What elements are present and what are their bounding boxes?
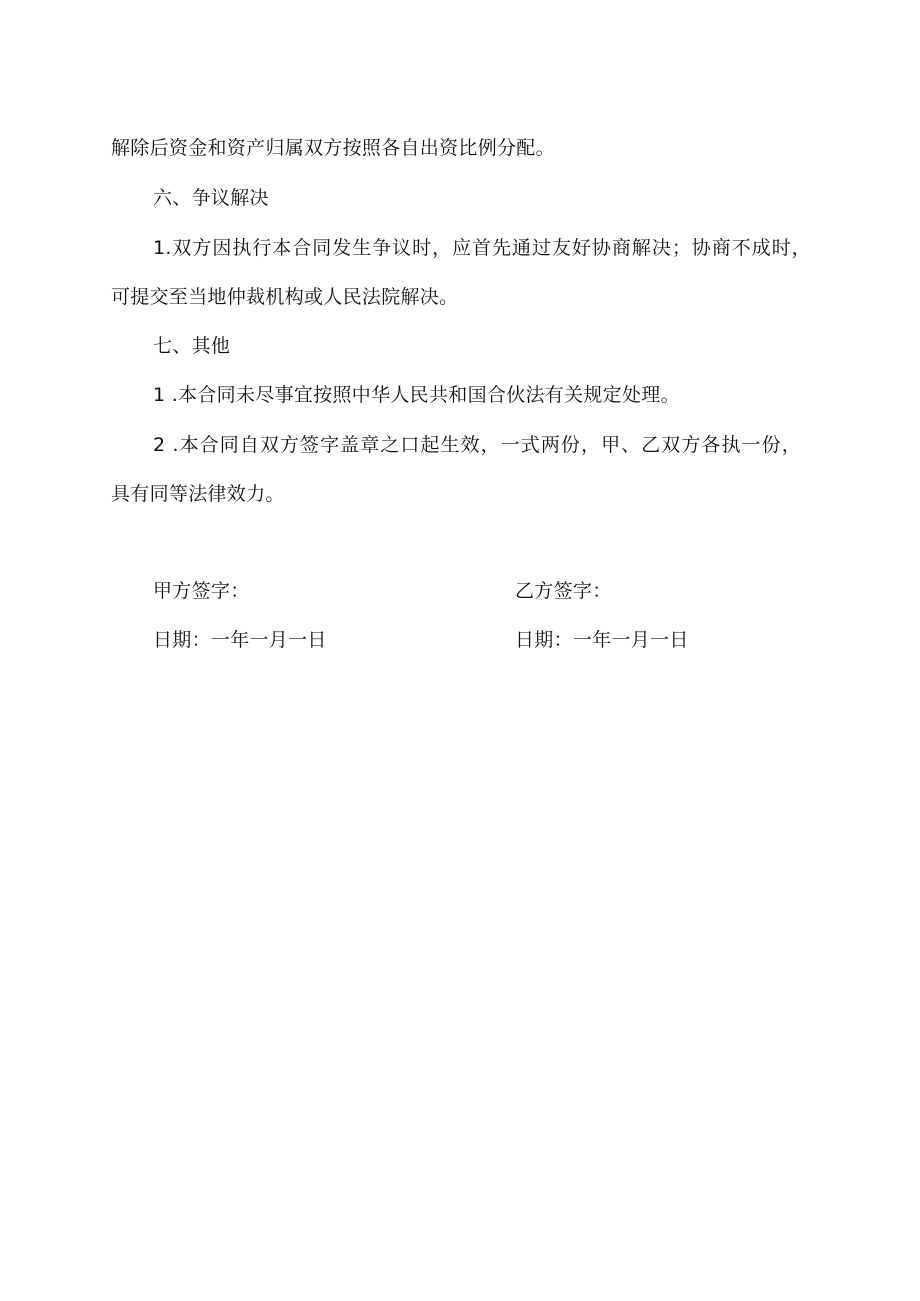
party-a-date: 日期：一年一月一日 <box>153 629 327 651</box>
section-heading-other: 七、其他 <box>153 335 231 357</box>
paragraph-other-item-2-line-2: 具有同等法律效力。 <box>111 483 285 505</box>
party-b-signature-label: 乙方签字： <box>515 580 612 602</box>
paragraph-other-item-1: 1 .本合同未尽事宜按照中华人民共和国合伙法有关规定处理。 <box>153 384 680 406</box>
paragraph-other-item-2-line-1: 2 .本合同自双方签字盖章之口起生效，一式两份，甲、乙双方各执一份， <box>153 434 801 456</box>
paragraph-dispute-line-2: 可提交至当地仲裁机构或人民法院解决。 <box>111 286 459 308</box>
party-b-date: 日期：一年一月一日 <box>515 629 689 651</box>
paragraph-dispute-line-1: 1.双方因执行本合同发生争议时，应首先通过友好协商解决；协商不成时， <box>153 237 811 259</box>
party-a-signature-label: 甲方签字： <box>153 580 250 602</box>
section-heading-dispute-resolution: 六、争议解决 <box>153 187 269 209</box>
paragraph-asset-distribution: 解除后资金和资产归属双方按照各自出资比例分配。 <box>111 137 555 159</box>
